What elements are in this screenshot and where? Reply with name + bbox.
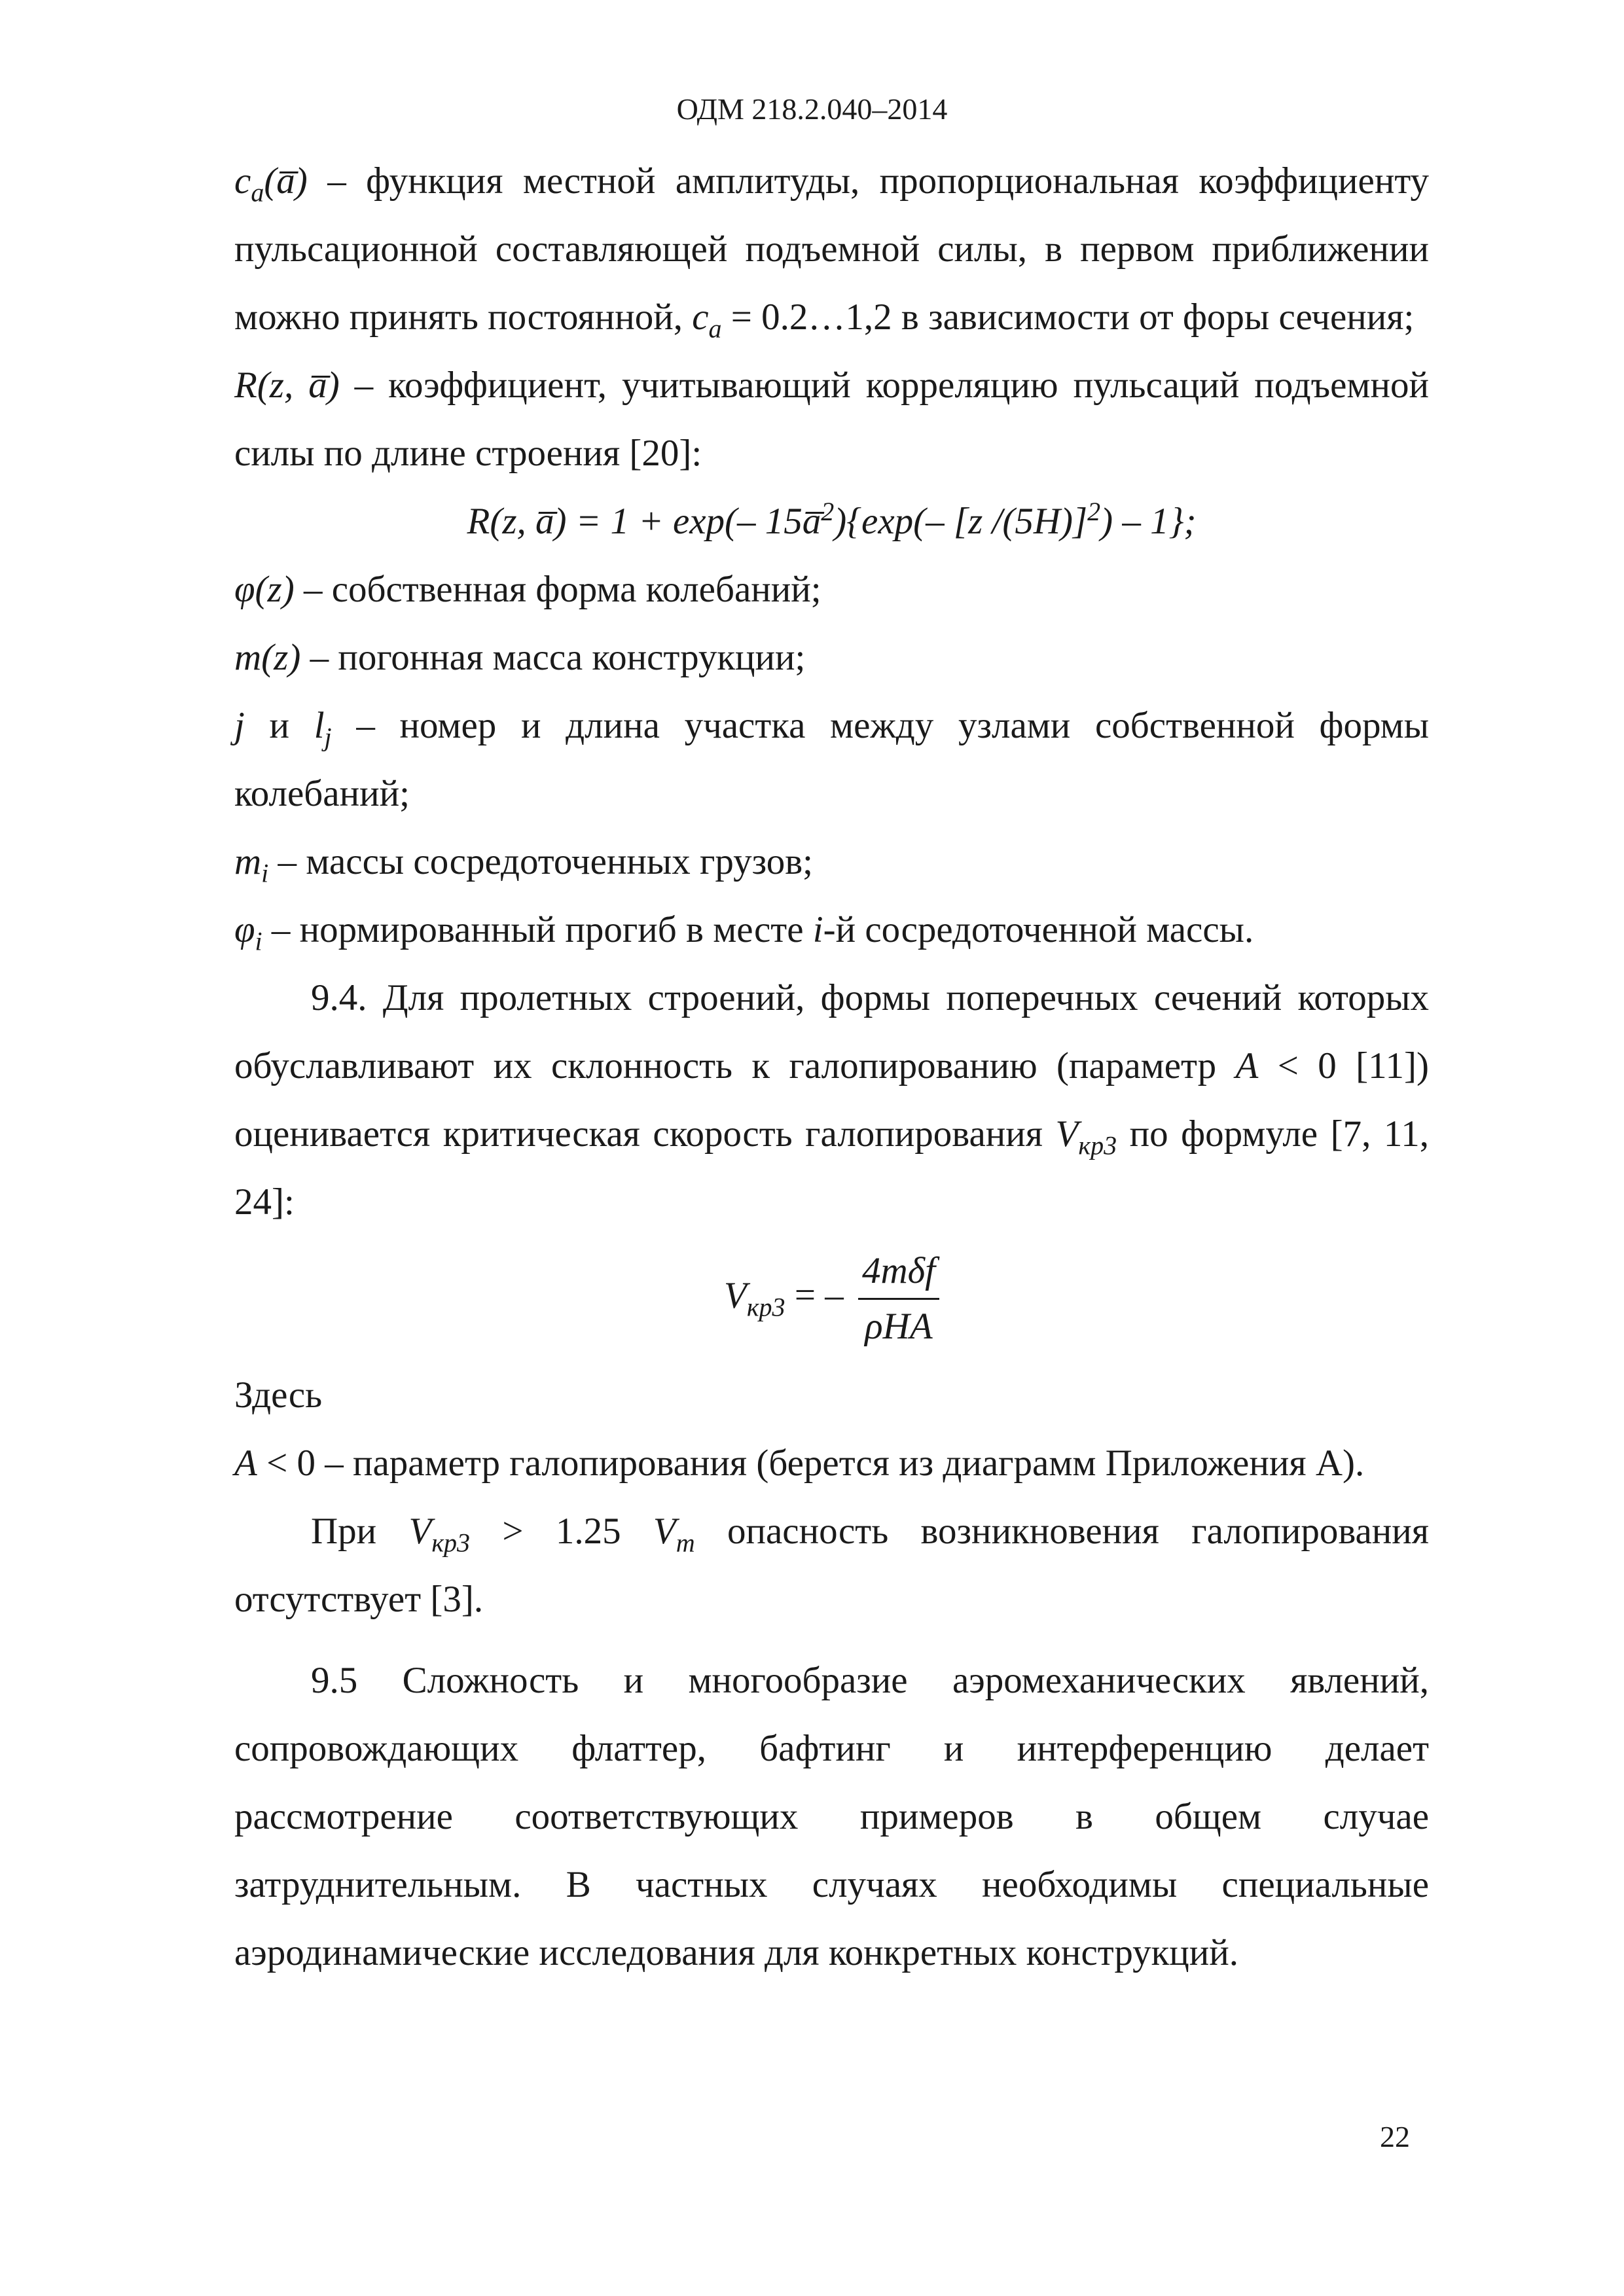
r-formula: R(z, a̅) = 1 + exp(– 15a̅$^2$){exp(– [z /(5H)]$^2$) – 1};: [467, 497, 1197, 542]
l-symbol: $l_j$: [314, 705, 332, 752]
v-formula: $V_{кр3}$ = – $\frac{\text{4mδf}}{\text{ρHA}}$: [234, 1248, 1429, 1350]
r-text: – коэффициент, учитывающий корреляцию пульсаций подъемной силы по длине строения [20]:: [234, 365, 1430, 474]
ca-eq-symbol: $c_a$: [692, 296, 722, 344]
ca-arg: (a̅): [264, 160, 308, 202]
phii-text1: – нормированный прогиб в месте: [271, 909, 804, 950]
mi-definition: [234, 828, 1429, 896]
phi-symbol: φ(z): [234, 569, 295, 610]
v-formula-fraction: [858, 1248, 939, 1350]
ca-definition: [234, 147, 1429, 351]
document-body: [234, 147, 1429, 1987]
phii-text2: -й сосредоточенной массы.: [823, 909, 1254, 950]
ca-eq-value: = 0.2…1,2: [731, 296, 892, 338]
paragraph-9-4: 9.4. Для пролетных строений, формы поперечных сечений которых обуславливают их склонность к галопированию (параметр A < 0 [11]) оценивается критическая скорость галопирования $V_{кр3}$ по формуле [7, 11, 24]:: [234, 977, 1430, 1223]
phii-definition: [234, 896, 1429, 964]
document-header: ОДМ 218.2.040–2014: [676, 92, 948, 126]
r-definition: [234, 351, 1429, 488]
r-symbol: R(z, a̅): [234, 365, 340, 406]
phii-i-symbol: i: [812, 909, 823, 950]
mi-symbol: $m_i$: [234, 841, 269, 888]
j-conj: и: [269, 705, 290, 746]
m-symbol: m(z): [234, 637, 301, 678]
phii-symbol: $\varphi_i$: [234, 909, 262, 956]
paragraph-9-5: 9.5 Сложность и многообразие аэромеханических явлений, сопровождающих флаттер, бафтинг и интерференцию делает рассмотрение соответствующих примеров в общем случае затруднительным. В частных случаях необходимы специальные аэродинамические исследования для конкретных конструкций.: [234, 1660, 1429, 1973]
v-formula-numerator: 4mδf: [858, 1248, 939, 1300]
m-definition: [234, 624, 1429, 692]
a-definition: A < 0 – параметр галопирования (берется из диаграмм Приложения А).: [234, 1443, 1365, 1484]
page-number: 22: [1380, 2120, 1410, 2153]
ca-text: – функция местной амплитуды, пропорциональная коэффициенту пульсационной составляющей подъемной силы, в первом приближении можно принять постоянной,: [234, 160, 1429, 338]
v-formula-denominator: ρHA: [865, 1306, 933, 1347]
mi-text: – массы сосредоточенных грузов;: [278, 841, 814, 882]
paragraph-pri: При $V_{кр3} > 1.25$ $V_m$ опасность возникновения галопирования отсутствует [3].: [234, 1511, 1430, 1620]
phi-definition: [234, 556, 1429, 624]
m-text: – погонная масса конструкции;: [310, 637, 806, 678]
j-definition: [234, 692, 1429, 828]
here-label: Здесь: [234, 1374, 323, 1416]
j-symbol: j: [234, 705, 245, 746]
ca-symbol: $c_a$: [234, 160, 264, 207]
ca-text-after: в зависимости от форы сечения;: [901, 296, 1415, 338]
phi-text: – собственная форма колебаний;: [303, 569, 821, 610]
j-text: – номер и длина участка между узлами собственной формы колебаний;: [234, 705, 1429, 814]
